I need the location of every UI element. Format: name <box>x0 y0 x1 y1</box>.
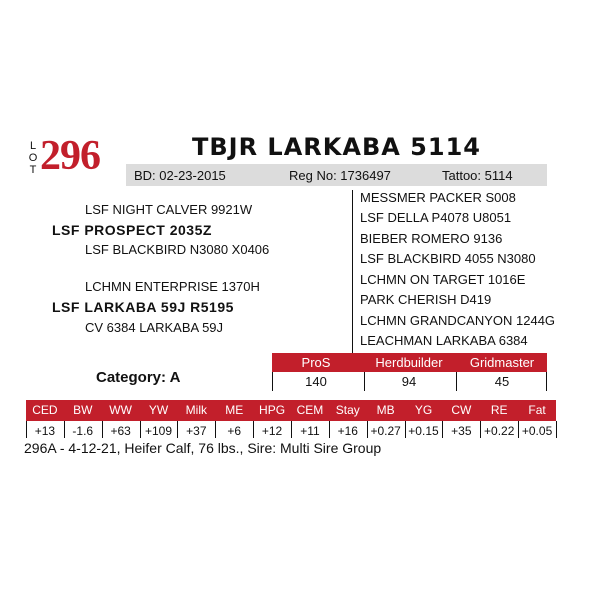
table-divider <box>64 421 65 438</box>
epd-value: +11 <box>300 424 320 438</box>
pedigree-sire-dam: LSF BLACKBIRD N3080 X0406 <box>85 242 270 257</box>
epd-value: +13 <box>34 424 56 438</box>
pedigree-ancestor: LSF DELLA P4078 U8051 <box>360 210 512 225</box>
registration-number: Reg No: 1736497 <box>289 168 391 183</box>
epd-header-cell: MB <box>376 403 395 417</box>
pedigree-sire-sire: LSF NIGHT CALVER 9921W <box>85 202 253 217</box>
lot-label <box>27 140 39 176</box>
lot-letter: L <box>29 140 37 152</box>
epd-header-cell: CEM <box>296 403 324 417</box>
epd-header-cell: YW <box>148 403 169 417</box>
table-divider <box>272 372 273 391</box>
table-divider <box>364 372 365 391</box>
index-value: 45 <box>494 374 510 389</box>
epd-value: +0.22 <box>484 424 515 438</box>
table-divider <box>140 421 141 438</box>
index-header-cell: ProS <box>301 355 331 370</box>
animal-name: TBJR LARKABA 5114 <box>192 133 481 161</box>
pedigree-divider <box>352 190 353 354</box>
lot-number: 296 <box>40 133 100 179</box>
epd-header <box>26 400 556 421</box>
epd-value: +16 <box>337 424 358 438</box>
epd-header-cell: RE <box>490 403 508 417</box>
info-bar <box>126 164 547 186</box>
table-divider <box>556 421 557 438</box>
epd-header-cell: ME <box>225 403 244 417</box>
epd-value: +109 <box>144 424 172 438</box>
pedigree-dam-sire: LCHMN ENTERPRISE 1370H <box>85 279 260 294</box>
epd-header-cell: CED <box>32 403 58 417</box>
pedigree-ancestor: LCHMN GRANDCANYON 1244G <box>360 313 556 328</box>
index-header-cell: Gridmaster <box>469 355 535 370</box>
tattoo: Tattoo: 5114 <box>442 168 513 183</box>
table-divider <box>456 372 457 391</box>
pedigree-ancestor: PARK CHERISH D419 <box>360 292 492 307</box>
index-value: 140 <box>305 374 327 389</box>
lot-letter: O <box>28 152 38 164</box>
epd-value: +0.05 <box>521 424 553 438</box>
pedigree-ancestor: MESSMER PACKER S008 <box>360 190 516 205</box>
category: Category: A <box>96 369 181 386</box>
table-divider <box>480 421 481 438</box>
birth-date: BD: 02-23-2015 <box>134 168 226 183</box>
table-divider <box>177 421 178 438</box>
index-values <box>272 372 547 391</box>
index-value: 94 <box>401 374 417 389</box>
table-divider <box>253 421 254 438</box>
pedigree-sire: LSF PROSPECT 2035Z <box>52 222 212 238</box>
lot-details: 296A - 4-12-21, Heifer Calf, 76 lbs., Sire: Multi Sire Group <box>24 440 382 456</box>
table-divider <box>518 421 519 438</box>
pedigree-ancestor: LSF BLACKBIRD 4055 N3080 <box>360 251 536 266</box>
epd-value: +63 <box>110 424 131 438</box>
table-divider <box>442 421 443 438</box>
epd-value: +0.15 <box>408 424 439 438</box>
index-header-cell: Herdbuilder <box>375 355 443 370</box>
index-header <box>272 353 547 372</box>
table-divider <box>215 421 216 438</box>
epd-header-cell: BW <box>73 403 93 417</box>
epd-header-cell: WW <box>109 403 132 417</box>
table-divider <box>367 421 368 438</box>
pedigree-dam: LSF LARKABA 59J R5195 <box>52 299 234 315</box>
pedigree-dam-dam: CV 6384 LARKABA 59J <box>85 320 224 335</box>
epd-value: +6 <box>227 424 242 438</box>
pedigree-ancestor: BIEBER ROMERO 9136 <box>360 231 503 246</box>
epd-header-cell: Milk <box>185 403 207 417</box>
epd-header-cell: CW <box>451 403 472 417</box>
epd-value: +35 <box>451 424 472 438</box>
epd-value: +37 <box>186 424 207 438</box>
table-divider <box>102 421 103 438</box>
table-divider <box>329 421 330 438</box>
epd-header-cell: Stay <box>335 403 360 417</box>
epd-header-cell: YG <box>414 403 433 417</box>
table-divider <box>26 421 27 438</box>
lot-letter: T <box>29 164 37 176</box>
table-divider <box>291 421 292 438</box>
table-divider <box>546 372 547 391</box>
epd-value: +0.27 <box>370 424 401 438</box>
pedigree-ancestor: LEACHMAN LARKABA 6384 <box>360 333 528 348</box>
pedigree-ancestor: LCHMN ON TARGET 1016E <box>360 272 526 287</box>
epd-value: -1.6 <box>72 424 94 438</box>
epd-header-cell: Fat <box>528 403 546 417</box>
epd-value: +12 <box>261 424 283 438</box>
table-divider <box>405 421 406 438</box>
epd-header-cell: HPG <box>259 403 286 417</box>
